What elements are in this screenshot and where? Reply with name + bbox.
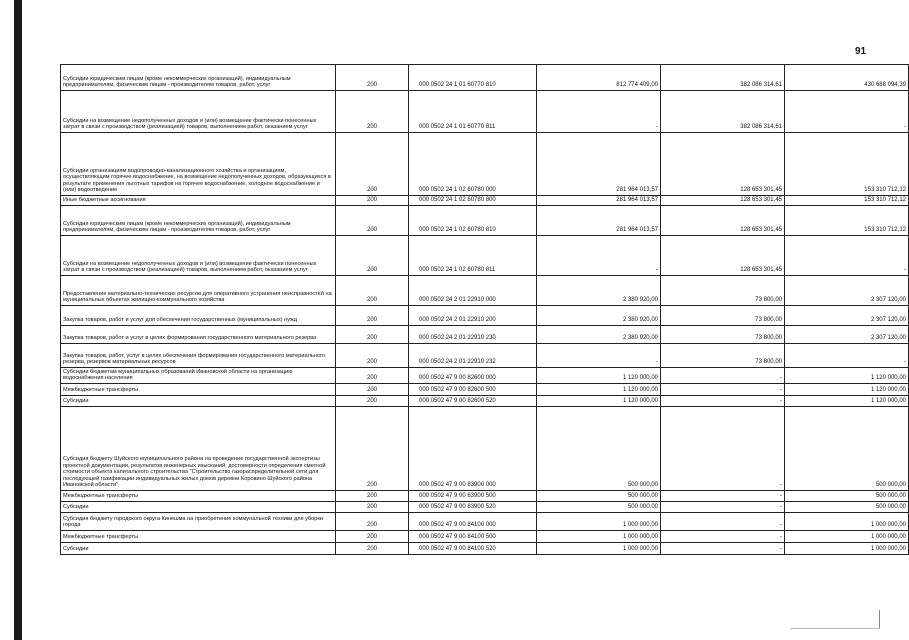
row-name: Субсидии	[61, 543, 336, 555]
row-code: 200	[336, 326, 409, 344]
row-amount-approved: -	[537, 344, 661, 368]
budget-table	[60, 64, 909, 555]
row-amount-executed: 382 086 314,61	[661, 65, 785, 91]
row-name: Субсидия бюджету городского округа Кинешма на приобретение коммунальной техники для уборки города	[61, 513, 336, 531]
row-kbk: 000 0502 47 9 00 82600 000	[409, 368, 537, 384]
row-amount-executed: 128 653 301,45	[661, 133, 785, 196]
row-name: Субсидии юридическим лицам (кроме некоммерческих организаций), индивидуальным предпринимателям, физическим лицам - производителям товаров, работ, услуг	[61, 206, 336, 236]
row-code: 200	[336, 236, 409, 276]
row-name: Субсидии	[61, 502, 336, 513]
row-amount-unexecuted: 153 310 712,12	[785, 196, 909, 206]
table-row	[61, 344, 909, 368]
row-amount-unexecuted: 153 310 712,12	[785, 206, 909, 236]
row-kbk: 000 0502 47 9 00 83900 500	[409, 491, 537, 502]
table-row	[61, 396, 909, 407]
row-amount-approved: 1 120 000,00	[537, 396, 661, 407]
row-kbk: 000 0502 47 9 00 82600 500	[409, 384, 537, 396]
row-amount-unexecuted: 1 120 000,00	[785, 384, 909, 396]
table-row	[61, 65, 909, 91]
table-row	[61, 91, 909, 133]
row-amount-approved: 281 964 013,57	[537, 196, 661, 206]
row-amount-executed: 382 086 314,61	[661, 91, 785, 133]
row-amount-approved: 2 380 920,00	[537, 326, 661, 344]
table-row	[61, 206, 909, 236]
row-code: 200	[336, 396, 409, 407]
row-kbk: 000 0502 24 1 01 60770 810	[409, 65, 537, 91]
table-row	[61, 276, 909, 306]
row-amount-approved: 812 774 409,00	[537, 65, 661, 91]
row-kbk: 000 0502 47 9 00 84100 500	[409, 531, 537, 543]
row-amount-approved: 500 000,00	[537, 502, 661, 513]
row-name: Иные бюджетные ассигнования	[61, 196, 336, 206]
row-kbk: 000 0502 24 2 01 22910 232	[409, 344, 537, 368]
row-amount-unexecuted: -	[785, 91, 909, 133]
row-kbk: 000 0502 24 1 02 60780 800	[409, 196, 537, 206]
row-name: Закупка товаров, работ и услуг для обеспечения государственных (муниципальных) нужд	[61, 306, 336, 326]
table-row	[61, 531, 909, 543]
table-row	[61, 543, 909, 555]
row-name: Закупка товаров, работ и услуг в целях формирования государственного материального резерва	[61, 326, 336, 344]
table-row	[61, 326, 909, 344]
row-amount-unexecuted: 1 000 000,00	[785, 513, 909, 531]
table-row	[61, 236, 909, 276]
row-code: 200	[336, 196, 409, 206]
row-amount-executed: 128 653 301,45	[661, 206, 785, 236]
row-amount-approved: -	[537, 236, 661, 276]
row-amount-executed: -	[661, 543, 785, 555]
row-name: Субсидии на возмещение недополученных доходов и (или) возмещение фактически понесенных затрат в связи с производством (реализацией) товаров, выполнением работ, оказанием услуг	[61, 91, 336, 133]
row-amount-approved: 281 964 013,57	[537, 133, 661, 196]
row-amount-approved: 1 120 000,00	[537, 384, 661, 396]
row-code: 200	[336, 306, 409, 326]
row-code: 200	[336, 206, 409, 236]
row-amount-executed: 128 653 301,45	[661, 236, 785, 276]
row-name: Субсидии юридическим лицам (кроме некоммерческих организаций), индивидуальным предпринимателям, физическим лицам - производителям товаров, работ, услуг	[61, 65, 336, 91]
row-amount-executed: -	[661, 384, 785, 396]
row-amount-approved: 500 000,00	[537, 407, 661, 491]
table-row	[61, 133, 909, 196]
row-kbk: 000 0502 47 9 00 84100 000	[409, 513, 537, 531]
row-amount-approved: 1 000 000,00	[537, 531, 661, 543]
row-name: Субсидии на возмещение недополученных доходов и (или) возмещение фактически понесенных затрат в связи с производством (реализацией) товаров, выполнением работ, оказанием услуг	[61, 236, 336, 276]
row-kbk: 000 0502 47 9 00 82600 520	[409, 396, 537, 407]
row-amount-executed: 128 653 301,45	[661, 196, 785, 206]
row-amount-approved: 500 000,00	[537, 491, 661, 502]
row-kbk: 000 0502 24 1 02 60780 811	[409, 236, 537, 276]
row-name: Закупка товаров, работ, услуг в целях обеспечения формирования государственного материального резерва, резервов материальных ресурсов	[61, 344, 336, 368]
row-kbk: 000 0502 24 1 02 60780 810	[409, 206, 537, 236]
row-amount-unexecuted: 2 307 120,00	[785, 306, 909, 326]
row-amount-approved: 281 964 013,57	[537, 206, 661, 236]
row-code: 200	[336, 491, 409, 502]
row-code: 200	[336, 502, 409, 513]
row-amount-executed: -	[661, 531, 785, 543]
row-name: Межбюджетные трансферты	[61, 491, 336, 502]
table-row	[61, 368, 909, 384]
row-name: Предоставление материально-технических ресурсов для оперативного устранения неисправностей на муниципальных объектах жилищно-коммунального хозяйства	[61, 276, 336, 306]
row-name: Субсидия бюджету Шуйского муниципального района на проведение государственной экспертизы проектной документации, результатов инженерных изысканий, достоверности определения сметной стоимости объекта капитального строительства "Строительство газораспределительной сети для последующей газификации индивидуальных жилых домов деревни Коровино Шуйского района Ивановской области"	[61, 407, 336, 491]
table-row	[61, 513, 909, 531]
row-code: 200	[336, 368, 409, 384]
row-amount-approved: 1 000 000,00	[537, 513, 661, 531]
table-row	[61, 384, 909, 396]
row-code: 200	[336, 133, 409, 196]
row-amount-unexecuted: 153 310 712,12	[785, 133, 909, 196]
row-amount-unexecuted: 1 120 000,00	[785, 396, 909, 407]
bottom-rule	[790, 628, 880, 629]
row-code: 200	[336, 65, 409, 91]
row-amount-executed: -	[661, 502, 785, 513]
page-number: 91	[855, 46, 867, 57]
row-kbk: 000 0502 47 9 00 84100 520	[409, 543, 537, 555]
row-code: 200	[336, 276, 409, 306]
row-kbk: 000 0502 24 1 02 60780 000	[409, 133, 537, 196]
table-row	[61, 502, 909, 513]
row-amount-executed: -	[661, 407, 785, 491]
row-amount-executed: 73 800,00	[661, 276, 785, 306]
row-kbk: 000 0502 24 2 01 22910 230	[409, 326, 537, 344]
row-amount-unexecuted: 500 000,00	[785, 491, 909, 502]
row-amount-unexecuted: -	[785, 236, 909, 276]
row-name: Субсидии	[61, 396, 336, 407]
row-code: 200	[336, 344, 409, 368]
row-code: 200	[336, 513, 409, 531]
row-kbk: 000 0502 24 2 01 22910 000	[409, 276, 537, 306]
row-name: Межбюджетные трансферты	[61, 384, 336, 396]
row-name: Субсидии бюджетам муниципальных образований Ивановской области на организацию водоснабжения населения	[61, 368, 336, 384]
row-code: 200	[336, 384, 409, 396]
row-kbk: 000 0502 24 2 01 22910 200	[409, 306, 537, 326]
row-amount-unexecuted: 1 000 000,00	[785, 543, 909, 555]
row-amount-approved: 2 380 920,00	[537, 276, 661, 306]
row-amount-unexecuted: 500 000,00	[785, 502, 909, 513]
row-amount-unexecuted: 430 688 094,39	[785, 65, 909, 91]
row-amount-unexecuted: -	[785, 344, 909, 368]
row-code: 200	[336, 407, 409, 491]
row-amount-unexecuted: 500 000,00	[785, 407, 909, 491]
row-code: 200	[336, 531, 409, 543]
row-amount-unexecuted: 1 000 000,00	[785, 531, 909, 543]
row-amount-unexecuted: 1 120 000,00	[785, 368, 909, 384]
table-row	[61, 196, 909, 206]
table-row	[61, 407, 909, 491]
row-amount-executed: 73 800,00	[661, 306, 785, 326]
row-amount-unexecuted: 2 307 120,00	[785, 276, 909, 306]
row-code: 200	[336, 91, 409, 133]
row-kbk: 000 0502 47 9 00 83900 520	[409, 502, 537, 513]
row-amount-executed: 73 800,00	[661, 326, 785, 344]
row-amount-approved: 1 000 000,00	[537, 543, 661, 555]
row-amount-approved: -	[537, 91, 661, 133]
row-amount-unexecuted: 2 307 120,00	[785, 326, 909, 344]
row-code: 200	[336, 543, 409, 555]
corner-mark	[879, 610, 880, 628]
row-amount-executed: -	[661, 513, 785, 531]
row-amount-executed: -	[661, 491, 785, 502]
row-name: Межбюджетные трансферты	[61, 531, 336, 543]
row-amount-executed: -	[661, 396, 785, 407]
row-amount-approved: 1 120 000,00	[537, 368, 661, 384]
binding-edge	[14, 0, 22, 640]
row-amount-executed: 73 800,00	[661, 344, 785, 368]
row-amount-approved: 2 380 920,00	[537, 306, 661, 326]
row-kbk: 000 0502 47 9 00 83900 000	[409, 407, 537, 491]
row-kbk: 000 0502 24 1 01 60770 811	[409, 91, 537, 133]
row-amount-executed: -	[661, 368, 785, 384]
row-name: Субсидии организациям водопроводно-канализационного хозяйства и организациям, осуществляющим горячее водоснабжение, на возмещение недополученных доходов, образующихся в результате применения льготных тарифов на горячее водоснабжение, холодное водоснабжение и (или) водоотведение	[61, 133, 336, 196]
table-row	[61, 491, 909, 502]
table-row	[61, 306, 909, 326]
